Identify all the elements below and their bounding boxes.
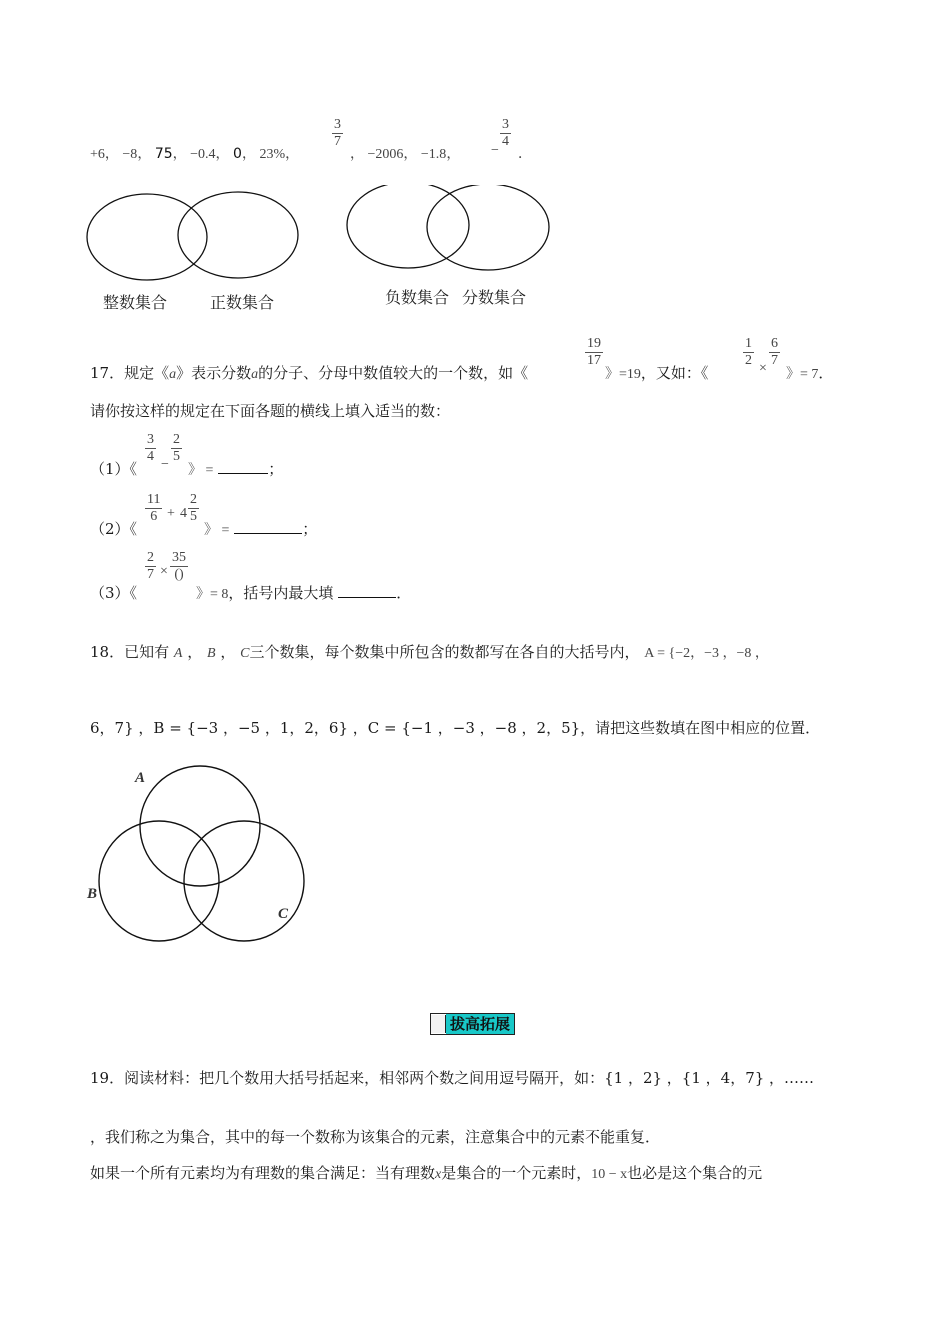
q19-line-1: 19．阅读材料：把几个数用大括号括起来，相邻两个数之间用逗号隔开，如：{1 ，2} ，{1 ，4，7} ，…… bbox=[90, 1069, 815, 1087]
q17-example-1-tail bbox=[605, 362, 708, 383]
set-a-definition: A = {−2 bbox=[644, 646, 691, 661]
q16-number: 23% bbox=[259, 147, 286, 162]
set-name-b: B bbox=[206, 646, 216, 661]
plus-sign: + bbox=[167, 506, 175, 521]
separator: ， bbox=[104, 147, 119, 162]
equals: 》 = bbox=[188, 463, 214, 478]
expression-10-minus-x: 10 − x bbox=[591, 1167, 628, 1182]
q16-fraction-3-4 bbox=[500, 117, 511, 150]
fraction-set-label: 分数集合 bbox=[462, 288, 527, 307]
numerator: 19 bbox=[587, 336, 601, 351]
q17-part3-fraction-2-7 bbox=[145, 550, 156, 583]
denominator: 4 bbox=[502, 134, 509, 149]
circle-c-label: C bbox=[278, 906, 289, 922]
numerator: 2 bbox=[190, 492, 197, 507]
section-heading-text: 拔高拓展 bbox=[446, 1014, 514, 1034]
q19-line-2: ，我们称之为集合，其中的每一个数称为该集合的元素，注意集合中的元素不能重复． bbox=[90, 1128, 661, 1146]
answer-blank-2[interactable] bbox=[234, 519, 302, 534]
denominator: 2 bbox=[745, 353, 752, 368]
numerator: 35 bbox=[172, 550, 186, 565]
denominator: 5 bbox=[173, 449, 180, 464]
q17-part2-tail bbox=[204, 518, 317, 539]
separator: ， bbox=[350, 147, 364, 162]
separator: ， bbox=[137, 147, 152, 162]
numerator: 3 bbox=[502, 117, 509, 132]
q17-part3-fraction-35-blank bbox=[170, 550, 188, 583]
numerator: 2 bbox=[147, 550, 154, 565]
q17-part3-tail bbox=[196, 582, 411, 603]
positive-set-label: 正数集合 bbox=[210, 293, 275, 312]
fraction-set-ellipse bbox=[427, 185, 549, 270]
separator: ， bbox=[241, 147, 256, 162]
q16-fraction-3-7 bbox=[332, 117, 343, 150]
numerator: 3 bbox=[147, 432, 154, 447]
q17-text: 的分子、分母中数值较大的一个数，如《 bbox=[258, 364, 529, 382]
circle-a-label: A bbox=[135, 770, 146, 786]
q17-example-result: 》= 7 bbox=[786, 367, 819, 382]
q17-part1-label: （1）《 bbox=[90, 460, 138, 478]
q19-text: 也必是这个集合的元 bbox=[627, 1164, 763, 1182]
integer-set-ellipse bbox=[87, 194, 207, 280]
numerator: 2 bbox=[173, 432, 180, 447]
numerator: 11 bbox=[147, 492, 161, 507]
q17-example-fraction-6-7 bbox=[769, 336, 780, 369]
q18-line-2: 6，7} ，B = {−3 ，−5 ，1，2，6} ，C = {−1 ，−3 ，−8 ，2，5}，请把这些数填在图中相应的位置． bbox=[90, 719, 821, 737]
q16-number: −1.8 bbox=[420, 147, 447, 162]
negative-set-label: 负数集合 bbox=[385, 288, 450, 307]
q16-number: +6 bbox=[90, 147, 105, 162]
separator: ， bbox=[172, 147, 187, 162]
q17-text: ． bbox=[396, 584, 412, 602]
denominator: 5 bbox=[190, 509, 197, 524]
times-sign: × bbox=[160, 564, 168, 579]
separator: ， bbox=[215, 147, 230, 162]
integer-set-label: 整数集合 bbox=[103, 293, 168, 312]
q17-part2-fraction-11-6 bbox=[145, 492, 162, 525]
positive-set-ellipse bbox=[178, 192, 298, 278]
section-heading-box bbox=[431, 1015, 446, 1033]
set-name-c: C bbox=[240, 646, 250, 661]
separator: ， bbox=[446, 147, 461, 162]
section-heading bbox=[430, 1013, 515, 1035]
variable-x: x bbox=[435, 1167, 442, 1182]
q19-text: 是集合的一个元素时， bbox=[441, 1164, 592, 1182]
q16-number: 75 bbox=[154, 146, 173, 162]
denominator: 6 bbox=[150, 509, 158, 524]
circle-a bbox=[140, 766, 260, 886]
times-sign: × bbox=[759, 361, 767, 376]
numerator: 6 bbox=[771, 336, 778, 351]
q17-example-2-tail bbox=[786, 362, 833, 383]
q19-text: 如果一个所有元素均为有理数的集合满足：当有理数 bbox=[90, 1164, 436, 1182]
denominator: 7 bbox=[147, 567, 154, 582]
denominator: 7 bbox=[771, 353, 778, 368]
q16-number: −0.4 bbox=[190, 147, 216, 162]
negative-set-ellipse bbox=[347, 185, 469, 268]
set-a-values: ，−3 ，−8 ， bbox=[690, 646, 769, 661]
q17-text: ，括号内最大填 bbox=[228, 584, 334, 602]
q17-text: 17．规定《 bbox=[90, 364, 170, 382]
q17-example-fraction-19-17 bbox=[585, 336, 603, 369]
numerator: 3 bbox=[334, 117, 341, 132]
q18-text: 三个数集，每个数集中所包含的数都写在各自的大括号内， bbox=[249, 643, 640, 661]
mixed-number-whole: 4 bbox=[180, 506, 187, 521]
semicolon: ； bbox=[302, 520, 318, 538]
q17-part2-label: （2）《 bbox=[90, 520, 138, 538]
q16-neg-sign: − bbox=[491, 143, 499, 158]
denominator: 4 bbox=[147, 449, 154, 464]
denominator: () bbox=[174, 567, 184, 582]
q16-number: −8 bbox=[122, 147, 138, 162]
q18-line-1: 18．已知有 A ， B ， C三个数集，每个数集中所包含的数都写在各自的大括号内， A = {−2，−3 ，−8 ， bbox=[90, 643, 769, 661]
q17-intro bbox=[90, 362, 528, 383]
q16-venn-diagrams bbox=[80, 185, 560, 285]
answer-blank-1[interactable] bbox=[218, 459, 268, 474]
q16-number-list bbox=[90, 143, 299, 163]
separator: ， bbox=[285, 147, 300, 162]
semicolon: ； bbox=[268, 460, 284, 478]
q17-text: 》表示分数 bbox=[176, 364, 252, 382]
circle-b-label: B bbox=[87, 886, 98, 902]
q17-example-result: 》=19 bbox=[605, 367, 641, 382]
q17-instruction: 请你按这样的规定在下面各题的横线上填入适当的数： bbox=[90, 402, 451, 420]
variable-a: a bbox=[169, 367, 177, 382]
q16-number-list-2 bbox=[350, 143, 460, 163]
q17-part1-fraction-3-4 bbox=[145, 432, 156, 465]
denominator: 7 bbox=[334, 134, 341, 149]
q19-line-3 bbox=[90, 1162, 762, 1183]
answer-blank-3[interactable] bbox=[338, 583, 396, 598]
denominator: 17 bbox=[587, 353, 601, 368]
q16-number: 0 bbox=[233, 146, 242, 162]
equals: 》 = bbox=[204, 523, 230, 538]
minus-sign: − bbox=[161, 457, 169, 472]
numerator: 1 bbox=[745, 336, 752, 351]
q17-part1-tail bbox=[188, 458, 283, 479]
q17-part1-fraction-2-5 bbox=[171, 432, 182, 465]
q17-text: ，又如：《 bbox=[640, 364, 709, 382]
q17-example-fraction-1-2 bbox=[743, 336, 754, 369]
q17-part2-fraction-2-5 bbox=[188, 492, 199, 525]
equals-8: 》= 8 bbox=[196, 587, 229, 602]
q17-text: ． bbox=[818, 364, 834, 382]
separator: ， bbox=[403, 147, 418, 162]
q16-end-mark: ． bbox=[518, 147, 532, 162]
set-name-a: A bbox=[173, 646, 183, 661]
q17-part3-label: （3）《 bbox=[90, 584, 138, 602]
q18-text: 18．已知有 bbox=[90, 643, 170, 661]
q16-number: −2006 bbox=[367, 147, 404, 162]
circle-c bbox=[184, 821, 304, 941]
variable-a: a bbox=[251, 367, 259, 382]
